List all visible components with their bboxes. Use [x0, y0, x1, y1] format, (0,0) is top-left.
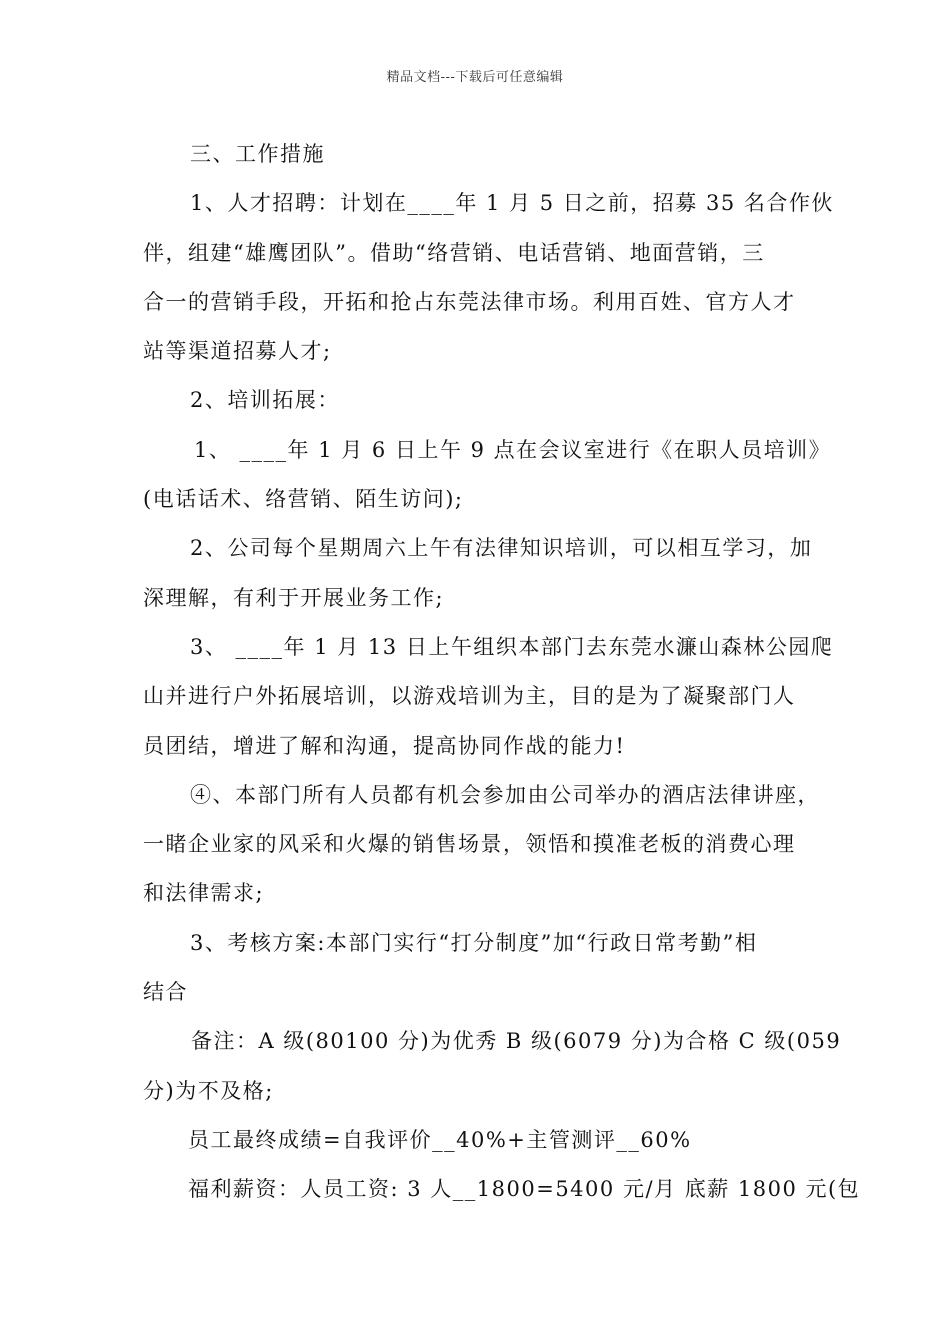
paragraph-line: 结合 — [143, 980, 188, 1005]
paragraph-line: 一睹企业家的风采和火爆的销售场景，领悟和摸准老板的消费心理 — [143, 832, 796, 857]
paragraph-line: 分)为不及格; — [143, 1078, 274, 1103]
paragraph-line: 3、 ____年 1 月 13 日上午组织本部门去东莞水濂山森林公园爬 — [190, 634, 834, 659]
paragraph-line: 山并进行户外拓展培训，以游戏培训为主，目的是为了凝聚部门人 — [143, 684, 796, 709]
paragraph-line: 2、公司每个星期周六上午有法律知识培训，可以相互学习，加 — [190, 536, 813, 561]
paragraph-line: 站等渠道招募人才; — [143, 339, 332, 364]
paragraph-line: 深理解，有利于开展业务工作; — [143, 585, 445, 610]
paragraph-line: ④、本部门所有人员都有机会参加由公司举办的酒店法律讲座， — [190, 782, 820, 807]
paragraph-line: 1、人才招聘：计划在____年 1 月 5 日之前，招募 35 名合作伙 — [190, 191, 834, 216]
paragraph-line: 合一的营销手段，开拓和抢占东莞法律市场。利用百姓、官方人才 — [143, 289, 796, 314]
paragraph-line: (电话话术、络营销、陌生访问); — [143, 487, 464, 512]
section-heading-work-measures: 三、工作措施 — [190, 142, 325, 166]
subheading-training: 2、培训拓展： — [190, 388, 340, 413]
paragraph-line: 和法律需求; — [143, 881, 265, 906]
page-header: 精品文档---下载后可任意编辑 — [386, 70, 564, 85]
paragraph-line: 员工最终成绩=自我评价__40%+主管测评__60% — [188, 1127, 692, 1152]
document-body — [143, 130, 861, 1215]
paragraph-line: 福利薪资：人员工资: 3 人__1800=5400 元/月 底薪 1800 元(包 — [188, 1177, 861, 1202]
paragraph-line: 1、 ____年 1 月 6 日上午 9 点在会议室进行《在职人员培训》 — [194, 437, 832, 462]
paragraph-line: 伴，组建“雄鹰团队”。借助“络营销、电话营销、地面营销，三 — [143, 240, 765, 265]
paragraph-line: 备注：A 级(80100 分)为优秀 B 级(6079 分)为合格 C 级(059 — [191, 1029, 842, 1054]
paragraph-line: 员团结，增进了解和沟通，提高协同作战的能力! — [143, 733, 626, 758]
paragraph-line: 3、考核方案:本部门实行“打分制度”加“行政日常考勤”相 — [190, 930, 758, 955]
